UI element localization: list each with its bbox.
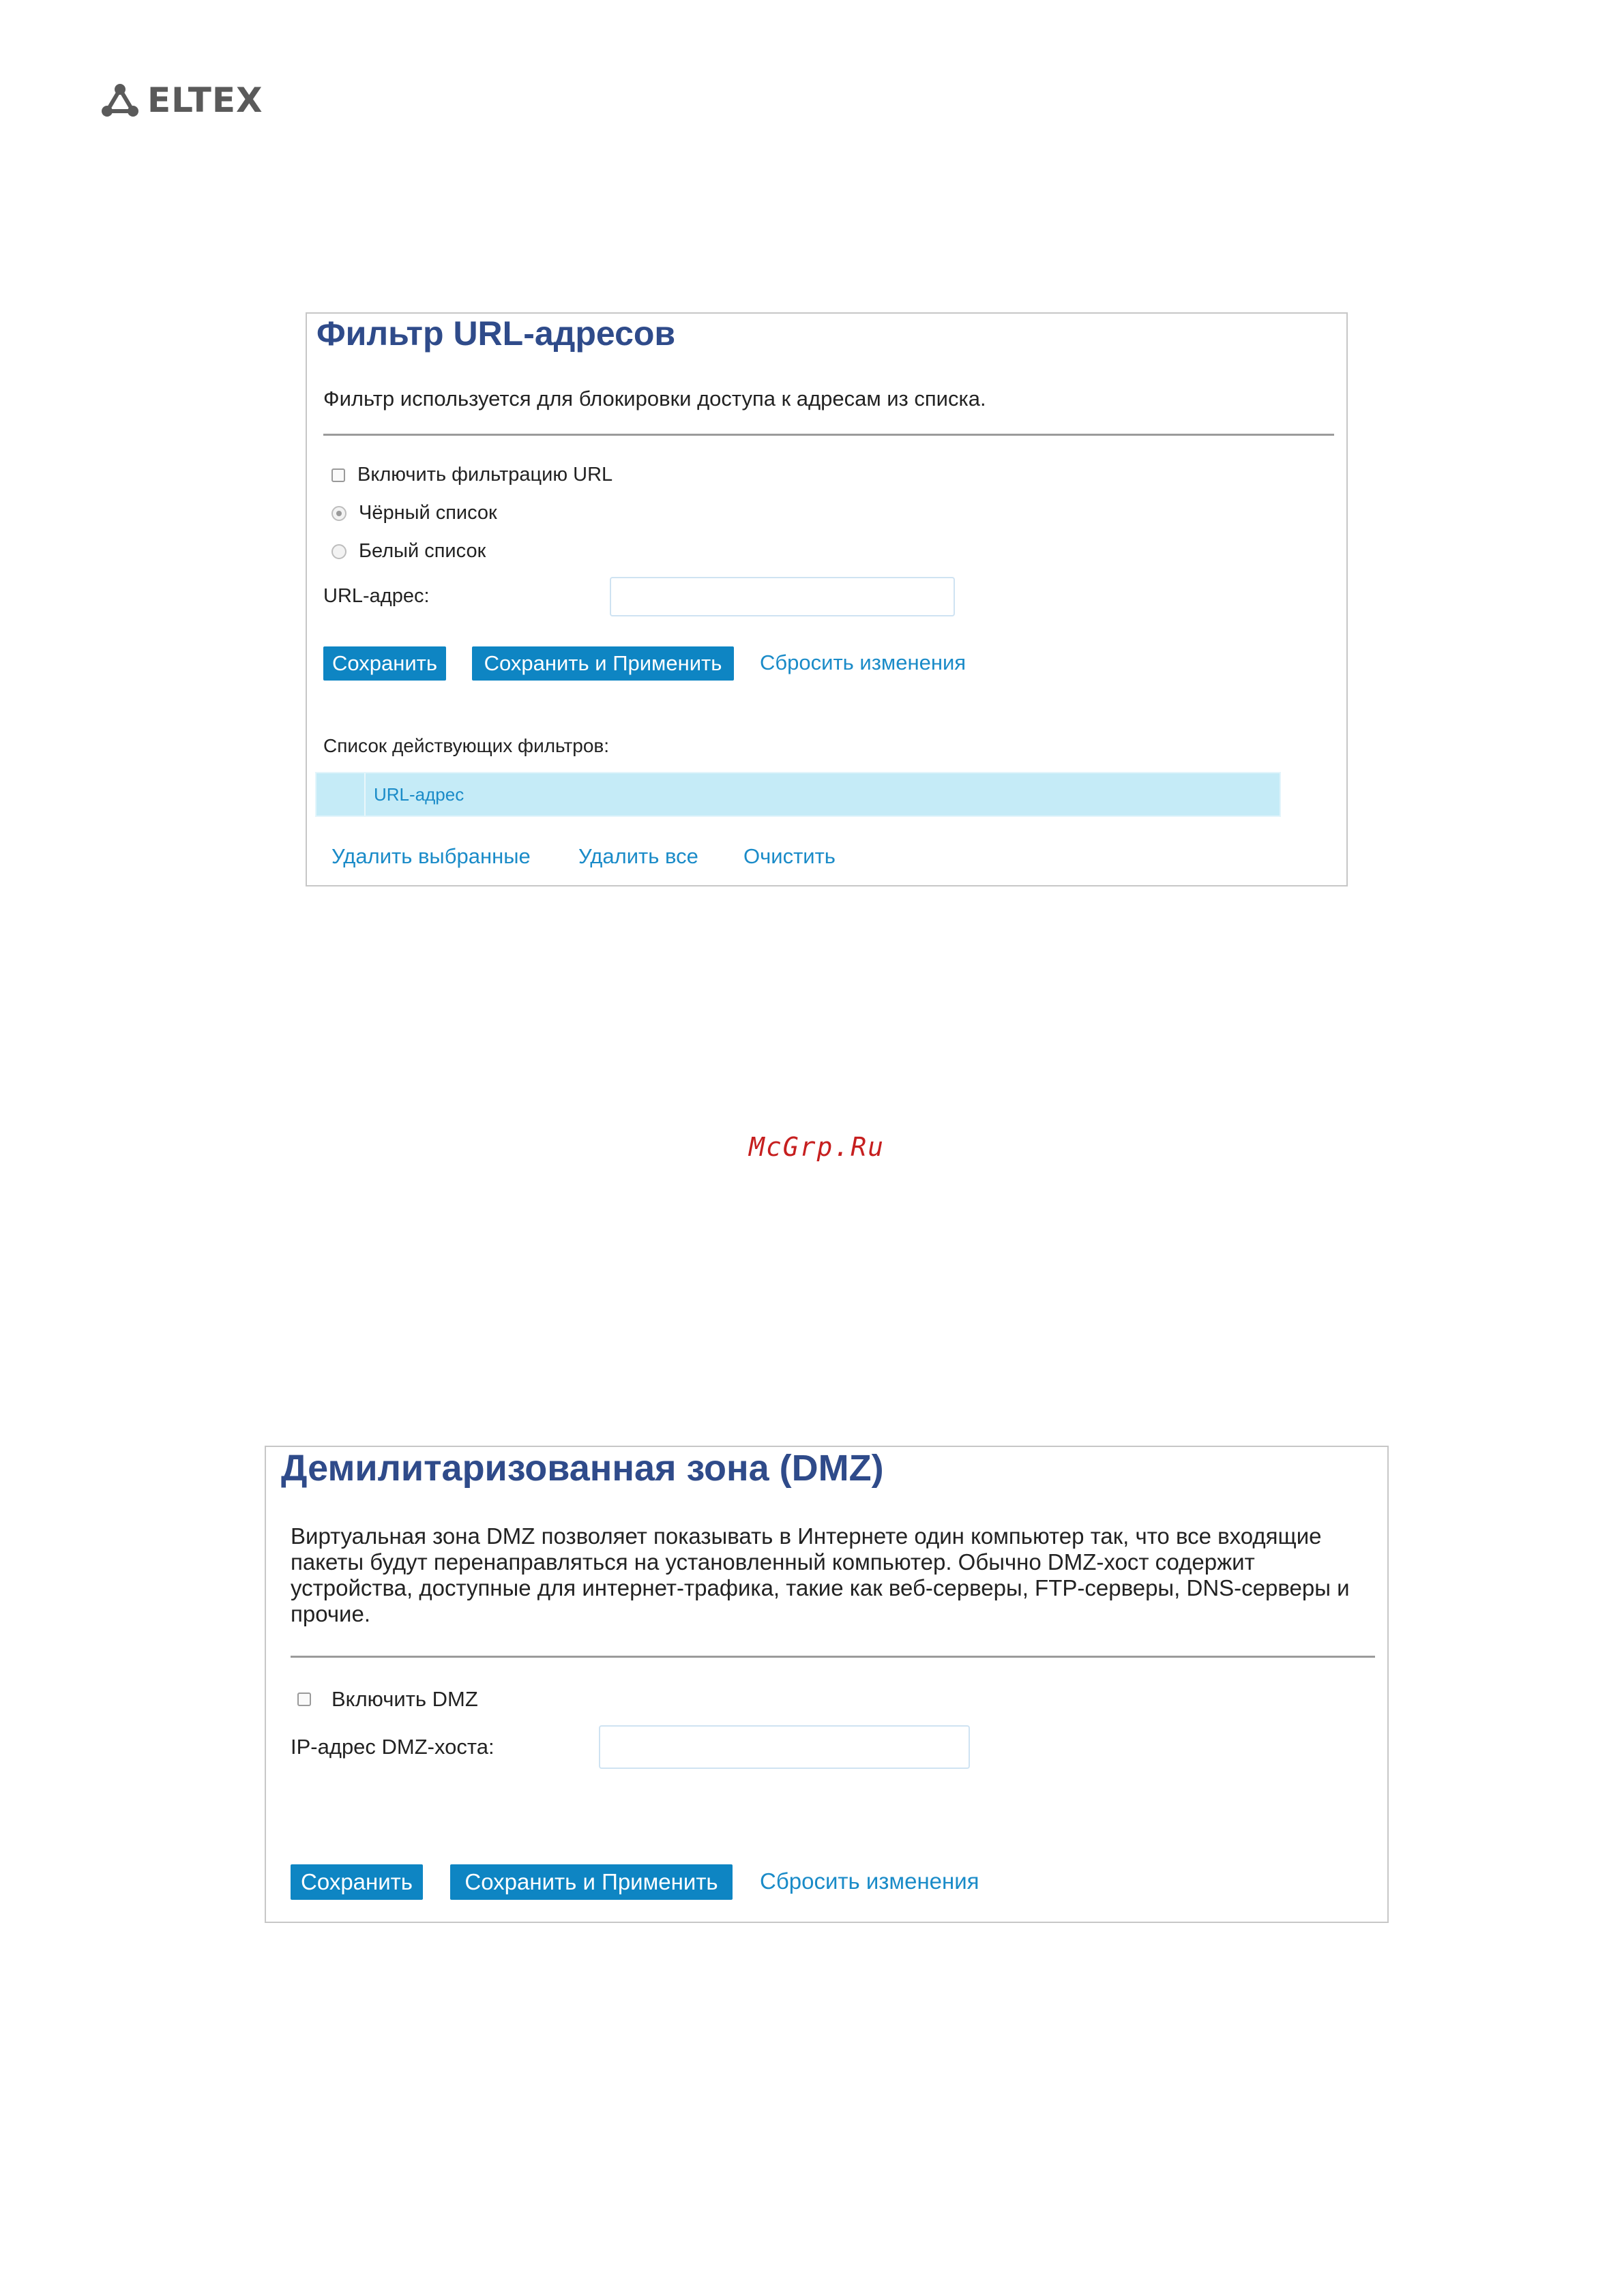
save-button[interactable]: Сохранить — [323, 646, 446, 681]
whitelist-radio[interactable] — [331, 544, 346, 559]
dmz-ip-input[interactable] — [599, 1725, 970, 1769]
filter-list-label: Список действующих фильтров: — [323, 735, 610, 756]
panel-title: Демилитаризованная зона (DMZ) — [281, 1448, 884, 1489]
logo-text: ELTEX — [147, 80, 263, 120]
clear-link[interactable]: Очистить — [743, 844, 836, 868]
dmz-panel — [265, 1446, 1389, 1923]
select-column-header[interactable] — [316, 773, 366, 816]
blacklist-label: Чёрный список — [359, 502, 497, 524]
divider — [291, 1656, 1375, 1658]
panel-description: Фильтр используется для блокировки доступа к адресам из списка. — [323, 387, 986, 411]
panel-title: Фильтр URL-адресов — [316, 314, 676, 353]
eltex-logo-icon — [101, 83, 139, 118]
whitelist-label: Белый список — [359, 540, 486, 562]
url-input[interactable] — [610, 577, 955, 616]
whitelist-option[interactable] — [331, 540, 486, 563]
url-filter-panel — [306, 312, 1348, 886]
blacklist-radio[interactable] — [331, 506, 346, 521]
panel-description: Виртуальная зона DMZ позволяет показывать в Интернете один компьютер так, что все входящие пакеты будут перенаправляться на установленный компьютер. Обычно DMZ-хост содержит устройства, доступные для интернет-трафика, такие как веб-серверы, FTP-серверы, DNS-серверы и прочие. — [291, 1523, 1350, 1626]
enable-dmz-checkbox[interactable] — [297, 1693, 311, 1706]
enable-url-filter-label: Включить фильтрацию URL — [357, 464, 613, 486]
blacklist-option[interactable] — [331, 502, 497, 524]
save-button[interactable]: Сохранить — [291, 1864, 423, 1900]
watermark-text: McGrp.Ru — [749, 1132, 885, 1162]
reset-changes-link[interactable]: Сбросить изменения — [760, 651, 966, 674]
enable-dmz-option[interactable] — [297, 1687, 478, 1712]
enable-dmz-label: Включить DMZ — [331, 1687, 478, 1711]
url-column-header[interactable]: URL-адрес — [374, 784, 464, 805]
eltex-logo — [101, 80, 263, 120]
delete-all-link[interactable]: Удалить все — [578, 844, 698, 868]
filter-list-header — [315, 772, 1281, 817]
save-apply-button[interactable]: Сохранить и Применить — [472, 646, 734, 681]
divider — [323, 434, 1334, 436]
enable-url-filter-option[interactable] — [331, 464, 612, 486]
url-field-label: URL-адрес: — [323, 585, 430, 607]
reset-changes-link[interactable]: Сбросить изменения — [760, 1868, 979, 1894]
enable-url-filter-checkbox[interactable] — [331, 468, 345, 482]
save-apply-button[interactable]: Сохранить и Применить — [450, 1864, 733, 1900]
delete-selected-link[interactable]: Удалить выбранные — [331, 844, 531, 868]
dmz-ip-label: IP-адрес DMZ-хоста: — [291, 1735, 494, 1759]
